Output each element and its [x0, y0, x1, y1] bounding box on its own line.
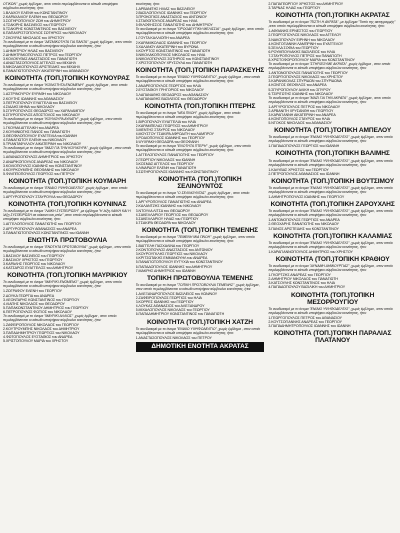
- candidate-entry: 2.ΚΑΛΑΝΤΖΗΣ ΙΩΑΝΝΗΣ του ΝΙΚΟΛΑΟΥ: [135, 204, 202, 209]
- candidate-entry: 4.ΚΟΥΡΚΟΥΜΠΗΣ ΘΕΟΦΑΝΗΣ του ΝΙΚΟΛΑΟΥ: [3, 167, 80, 172]
- ticket-intro: Το συνδυασμό με το όνομα "ΜΑΥΡΙΚΙ ΕΝΩΜΕΝΟ" ,χωρίς έμβλημα , στον οποίο περιλαμβάνονται οι κάτωθι υποψήφιοι σύμβουλοι κοινότητας, ήτοι:: [3, 280, 122, 289]
- candidate-entry: 5.ΦΙΛΟΦΗΣΣΟΣ ΠΑΝΑΓΙΩΤΗΣ του ΔΗΜΗΤΡΙΟΥ: [135, 23, 213, 28]
- community-heading: ΚΟΙΝΟΤΗΤΑ (ΤΟΠ.)ΤΟΠΙΚΗ ΠΑΡΑΣΚΕΥΗΣ: [135, 67, 265, 75]
- ticket-intro: κοινότητας, ήτοι:: [135, 2, 160, 6]
- candidate-entry: 3.ΛΕΟΝΤΑΡΗΣ ΚΩΝΣΤΑΝΤΙΝΟΣ του ΓΕΩΡΓΙΟΥ: [3, 297, 80, 302]
- candidate-entry: 4.ΚΟΝΤΟΠΟΥΛΟΣ ΣΤΑΥΡΟΣ του ΗΛΙΑ: [268, 116, 330, 121]
- candidate-entry: 6.ΠΑΠΑΔΟΠΟΥΛΟΣ ΙΩΑΝΝΗΣ του ΔΗΜΗΤΡΙΟΥ: [135, 264, 213, 269]
- candidate-entry: 2.ΠΑΠΑΓΕΩΡΓΙΟΥ ΧΡΗΣΤΟΣ του ΔΗΜΗΤΡΙΟΥ: [268, 2, 344, 6]
- candidate-entry: 1.ΑΡΒΑΝΙΤΗΣ ΗΛΙΑΣ του ΒΑΣΙΛΕΙΟΥ: [135, 7, 196, 11]
- candidate-entry: 2.ΚΟΝΤΟΠΟΥΛΟΣ ΑΝΑΣΤΑΣΙΟΣ του ΑΝΤΩΝΙΟΥ: [135, 248, 213, 253]
- candidate-entry: 5.ΡΟΔΙΟΠΟΥΛΟΣ ΙΩΑΝΝΗΣ του ΓΕΩΡΓΙΟΥ: [135, 136, 205, 141]
- candidate-entry: 5.ΤΡΙΑΝΤΑΦΥΛΛΟΥ ΑΙΚΑΤΕΡΙΝΗ του ΝΙΚΟΛΑΟΥ: [3, 142, 82, 147]
- candidate-entry: 2.ΑΡΒΑΝΙΤΗ ΧΡΥΣΑΝΘΗ του ΓΕΩΡΓΙΟΥ: [268, 108, 334, 113]
- candidate-entry: 1.ΑΛΕΞΑΝΔΡΟΠΟΥΛΟΣ ΒΑΣΙΛΕΙΟΣ του ΚΩΝ/ΝΟΥ: [135, 291, 218, 296]
- candidate-entry: 4.ΚΡΙΤΣΩΤΑΚΗΣ ΕΜΜΑΝΟΥΗΛ του ΑΝΔΡΕΑ: [135, 256, 208, 261]
- community-heading: ΚΟΙΝΟΤΗΤΑ (ΤΟΠ.)ΤΟΠΙΚΗ ΑΚΡΑΤΑΣ: [275, 12, 390, 20]
- candidate-entry: 3.ΚΟΛΟΚΥΘΑΣ ΑΝΑΣΤΑΣΙΟΣ του ΠΑΝΑΓΙΩΤΗ: [3, 56, 78, 61]
- candidate-entry: 2.ΓΕΩΡΓΙΟΥ ΝΙΚΟΛΑΟΣ του ΙΩΑΝΝΗ: [135, 157, 196, 162]
- community-heading: ΚΟΙΝΟΤΗΤΑ (ΤΟΠ.)ΤΟΠΙΚΗ ΖΑΡΟΥΧΛΗΣ: [270, 201, 395, 209]
- section-banner: ΔΗΜΟΤΙΚΗ ΕΝΟΤΗΤΑ ΑΚΡΑΤΑΣ: [136, 342, 265, 352]
- candidate-entry: 6.ΠΑΠΑΔΗΜΗΤΡΙΟΥ ΚΩΝΣΤΑΝΤΙΝΟΣ του ΠΑΝΑΓΙΩΤΗ: [135, 312, 225, 317]
- community-heading: ΚΟΙΝΟΤΗΤΑ (ΤΟΠ.)ΤΟΠΙΚΗ ΑΜΠΕΛΟΥ: [274, 127, 392, 135]
- candidate-entry: 6.ΝΙΚΟΛΟΠΟΥΛΟΣ ΣΩΤΗΡΙΟΣ του ΚΩΝΣΤΑΝΤΙΝΟΥ: [135, 56, 220, 61]
- candidate-entry: 2.ΔΗΜΗΤΡΑΚΟΠΟΥΛΟΣ ΠΕΤΡΟΣ του ΓΕΩΡΓΙΟΥ: [3, 52, 82, 57]
- candidate-entry: 1.ΓΕΩΡΓΟΠΟΥΛΟΣ ΠΕΤΡΟΣ του ΑΘΑΝΑΣΙΟΥ: [268, 315, 343, 320]
- ticket-intro: Το συνδυασμό με το όνομα "ΕΝΙΑΙΟ ΥΨΗΦΟΔΕΛΤΙΟ" ,χωρίς έμβλημα , στον οποίο περιλαμβάνονται οι κάτωθι υποψήφιοι σύμβουλοι κοινότητας, ήτοι:: [3, 186, 128, 195]
- candidate-entry: 5.ΝΤΟΚΟΣ ΝΙΚΟΛΑΟΣ του ΑΘΑΝΑΣΙΟΥ: [268, 121, 332, 126]
- candidate-entry: 3.ΠΡΟΚΟΠΙΟΣ ΑΝΑΣΤΑΣΙΟΣ του ΑΝΤΩΝΙΟΥ: [135, 15, 207, 20]
- candidate-entry: 1.ΑΡΓΥΡΟΠΟΥΛΟΣ ΠΕΤΡΟΣ του ΝΙΚΟΛΑΟΥ: [268, 104, 341, 109]
- community-heading: ΚΟΙΝΟΤΗΤΑ (ΤΟΠ.)ΤΟΠΙΚΗ ΜΑΥΡΙΚΙΟΥ: [7, 272, 128, 280]
- ticket-intro: Το συνδυασμό με το όνομα "ΕΝΙΑΙΟ ΥΨΗΦΟΔΕΛΤΙΟ" ,χωρίς έμβλημα , στον οποίο περιλαμβάνονται οι κάτωθι υποψήφιοι σύμβουλοι κοινότητας, ήτοι:: [268, 186, 393, 195]
- candidate-entry: 5.ΣΠΥΡΟΠΟΥΛΟΣ ΘΕΟΔΩΡΟΣ του ΧΑΡΑΛΑΜΠΟΥ: [3, 108, 85, 113]
- community-heading: ΚΟΙΝΟΤΗΤΑ (ΤΟΠ.)ΤΟΠΙΚΗ ΜΕΣΟΡΡΟΥΓΙΟΥ: [291, 291, 375, 306]
- candidate-entry: 4.ΛΙΝΑΡΔΟΥ ΕΛΕΝΗ του ΠΑΝΑΓΙΩΤΗ: [135, 165, 197, 170]
- candidate-entry: 1.ΔΗΜΗΤΡΟΠΟΥΛΟΣ ΙΩΑΝΝΗΣ του ΓΕΩΡΓΙΟΥ: [268, 195, 345, 200]
- candidate-entry: 3.ΤΑΡΝΑΣ ΗΛΙΑΣ του ΓΕΩΡΓΙΟΥ: [268, 6, 321, 11]
- candidate-entry: 4.ΠΑΝΑΓΙΩΤΟΥ ΕΛΕΝΗ του ΝΙΚΟΛΑΟΥ: [3, 138, 67, 143]
- candidate-entry: 4.ΣΤΑΘΟΠΟΥΛΟΣ ΑΝΔΡΕΑΣ του ΗΛΙΑ: [135, 19, 198, 24]
- candidate-entry: 6.ΡΟΥΜΠΟΥΛΑΚΗΣ ΒΑΣΙΛΕΙΟΣ του ΗΛΙΑ: [268, 49, 336, 54]
- candidate-entry: 2.ΚΑΡΑΧΑΛΙΟΥ ΕΛΕΝΗ του ΘΕΟΔΩΡΟΥ: [3, 15, 69, 20]
- candidate-entry: 3.ΚΟΡΡΕΣ ΙΩΑΝΝΗΣ του ΓΕΩΡΓΙΟΥ: [135, 300, 194, 305]
- candidate-entry: 2.ΓΕΩΡΓΟΠΟΥΛΟΣ ΝΙΚΟΛΑΟΣ του ΑΓΓΕΛΟΥ: [268, 33, 342, 38]
- candidate-entry: 1.ΑΓΓΕΛΟΠΟΥΛΟΣ ΠΑΝΑΓΙΩΤΗΣ του ΓΕΩΡΓΙΟΥ: [3, 222, 82, 227]
- candidate-entry: 1.ΑΡΓΥΡΟΠΟΥΛΟΣ ΠΑΝΑΓΙΩΤΗΣ του ΑΝΔΡΕΑ: [135, 200, 212, 205]
- community-heading: ΚΟΙΝΟΤΗΤΑ (ΤΟΠ.)ΤΟΠΙΚΗ ΠΑΡΑΛΙΑΣ ΠΛΑΤΑΝΟΥ: [274, 330, 392, 345]
- candidate-entry: 6.ΠΑΝΑΓΙΩΤΟΠΟΥΛΟΥ ΑΙΚΑΤΕΡΙΝΗ του ΑΘΑΝΑΣΙΟΥ: [3, 69, 89, 74]
- candidate-entry: 2.ΔΗΜΗΤΡΙΟΥ ΝΙΚΟΛΑΟΣ του ΠΑΝΑΓΙΩΤΗ: [268, 277, 338, 282]
- candidate-entry: 5.ΝΙΚΟΛΑΚΟΠΟΥΛΟΣ ΑΡΙΣΤΕΙΔΗΣ του ΜΙΧΑΗΛ: [3, 65, 81, 70]
- candidate-entry: 4.ΤΣΑΚΙΡΗΣ ΒΑΣΙΛΕΙΟΣ του ΓΕΩΡΓΙΟΥ: [3, 23, 67, 28]
- candidate-entry: 3.ΚΟΣΜΑΣ ΑΓΓΕΛΟΣ του ΓΕΩΡΓΙΟΥ: [135, 161, 194, 166]
- candidate-entry: 3.ΜΕΝΤΗΣ ΣΤΑΥΡΟΣ του ΝΙΚΟΛΑΟΥ: [135, 128, 196, 133]
- candidate-entry: 4.ΣΙΑΔΗΣ ΜΗΝΑ του ΝΙΚΟΛΑΟΥ: [3, 104, 55, 109]
- candidate-entry: 1.ΖΑΦΕΙΡΟΠΟΥΛΟΣ ΝΙΚΟΛΑΟΣ του ΓΕΩΡΓΙΟΥ: [3, 323, 80, 328]
- candidate-entry: 1.ΑΝΔΡΕΟΠΟΥΛΟΣ ΓΕΩΡΓΙΟΣ του ΗΛΙΑ: [135, 84, 201, 89]
- candidate-entry: 3.ΠΑΝΑΓΙΩΤΟΠΟΥΛΟΣ ΚΩΝΣΤΑΝΤΙΝΟΣ του ΙΩΑΝΝΗ: [3, 230, 90, 235]
- candidate-entry: 5.ΣΩΤΗΡΟΠΟΥΛΟΣ ΙΩΑΝΝΗΣ του ΚΩΝΣΤΑΝΤΙΝΟΥ: [135, 169, 219, 174]
- candidate-entry: 1.ΒΙΡΟΠΟΥΛΟΥ ΕΥΑΓΓΕΛΙΑ του ΗΛΙΑ: [135, 119, 197, 124]
- candidate-entry: 6.ΤΣΑΚΙΡΑ ΘΕΟΔΩΡΑ του ΝΙΚΟΛΑΟΥ: [135, 220, 196, 225]
- candidate-entry: 2.ΒΑΣΙΛΟΠΟΥΛΟΣ ΙΩΑΝΝΗΣ του ΓΕΩΡΓΙΟΥ: [135, 11, 207, 16]
- text-column: [268, 2, 397, 533]
- text-column: [3, 2, 132, 533]
- candidate-entry: 6.ΨΥΧΡΑΚΗ ΘΕΟΔΩΡΑ του ΘΕΟΦΑΝΗ: [135, 140, 199, 145]
- ticket-intro: Το συνδυασμό με το όνομα "ΤΕΜΕΝΗ ΜΙΑ ΠΝΟΗ" ,χωρίς έμβλημα , στον οποίο περιλαμβάνονται οι κάτωθι υποψήφιοι σύμβουλοι κοινότητας, ήτοι:: [135, 235, 255, 244]
- candidate-entry: 7.ΜΑΚΡΗΣ ΔΗΜΗΤΡΙΟΣ του ΙΩΑΝΝΗ: [135, 268, 196, 273]
- candidate-entry: 4.ΛΙΑΠΗΣ ΝΙΚΟΛΑΟΣ του ΘΕΟΔΩΡΟΥ: [3, 301, 65, 306]
- community-heading: ΚΟΙΝΟΤΗΤΑ (ΤΟΠ.)ΤΟΠΙΚΗ ΠΤΕΡΗΣ: [144, 102, 256, 110]
- candidate-entry: 4.ΛΑΠΑΝΑΘΗΣ ΒΑΣΙΛΕΙΟΣ του ΘΕΟΔΩΡΟΥ: [135, 96, 207, 101]
- candidate-entry: 1.ΠΑΠΑΔΟΠΟΥΛΟΣ ΓΕΩΡΓΙΟΣ του ΙΩΑΝΝΗ: [268, 144, 340, 149]
- ticket-intro: Το συνδυασμό με το όνομα "ΕΝΙΑΙΟ ΥΨΗΦΟΔΕΛΤΙΟ" ,χωρίς έμβλημα , στον οποίο περιλαμβάνονται οι κάτωθι υποψήφιοι σύμβουλοι κοινότητας, ήτοι:: [135, 75, 261, 84]
- candidate-entry: 8.ΧΡΙΣΤΟΦΟΡΟΠΟΥΛΟΥ ΜΑΡΙΑ του ΚΩΝΣΤΑΝΤΙΝΟΥ: [268, 58, 355, 63]
- candidate-entry: 1.ΚΑΡΑΓΙΑΝΝΟΠΟΥΛΟΣ ΔΗΜΗΤΡΙΟΣ του ΧΡΗΣΤΟΥ: [268, 249, 353, 254]
- ticket-intro: Το συνδυασμό με το όνομα "ΕΝΙΑΙΟ ΥΨΗΦΟΔΕΛΤΙΟ" ,χωρίς έμβλημα , στον οποίο περιλαμβάνονται οι κάτωθι υποψήφιοι σύμβουλοι κοινότητας, ήτοι:: [268, 158, 393, 167]
- community-heading: ΚΟΙΝΟΤΗΤΑ (ΤΟΠ.)ΤΟΠΙΚΗ ΚΟΥΝΙΝΑΣ: [8, 201, 127, 209]
- community-heading: ΤΟΠΙΚΗ ΠΡΩΤΟΒΟΥΛΙΑ ΤΕΜΕΝΗΣ: [146, 274, 253, 282]
- candidate-entry: 5.ΠΑΠΑΚΩΝΣΤΑΝΤΙΝΟΥ ΔΗΜΗΤΡΙΟΣ του ΓΕΩΡΓΙΟΥ: [3, 305, 89, 310]
- candidate-entry: 3.ΠΕΤΡΟΠΟΥΛΟΥ ΕΥΑΓΓΕΛΙΑ του ΒΑΣΙΛΕΙΟΥ: [3, 100, 78, 105]
- candidate-entry: 1.ΑΝΑΣΤΑΣΟΠΟΥΛΟΣ ΝΙΚΟΛΑΟΣ του ΠΕΤΡΟΥ: [135, 335, 212, 340]
- ticket-intro: Το συνδυασμό με το όνομα "Ο ΣΕΛΙΝΟΥΝΤΑΣ" ,χωρίς έμβλημα , στον οποίο περιλαμβάνονται οι κάτωθι υποψήφιοι σύμβουλοι κοινότητας, ήτοι:: [135, 191, 250, 200]
- ticket-intro: Το συνδυασμό με το όνομα "ΣΤΗΡΙΖΟΥΜΕ ΑΚΡΑΤΑ" ,χωρίς έμβλημα , στον οποίο περιλαμβάνονται οι κάτωθι υποψήφιοι σύμβουλοι κοινότητας, ήτοι:: [268, 62, 391, 71]
- candidate-entry: 3.ΚΟΛΙΟΠΟΥΛΟΣ ΙΩΑΝΝΗΣ του ΚΩΝΣΤΑΝΤΙΝΟΥ: [3, 163, 83, 168]
- candidate-entry: 5.ΦΙΛΙΠΠΟΠΟΥΛΟΣ ΓΕΩΡΓΙΟΣ του ΠΕΤΡΟΥ: [3, 171, 75, 176]
- candidate-entry: 3.ΠΑΠΑΔΗΜΗΤΡΟΠΟΥΛΟΣ ΙΩΑΝΝΗΣ του ΙΩΑΝΝΗ: [268, 324, 351, 329]
- candidate-entry: 2.ΚΑΡΑΜΙΚΟΛΑΟΣ ΙΩΑΝΝΗΣ του ΓΕΩΡΓΙΟΥ: [135, 40, 207, 45]
- ticket-intro: Το συνδυασμό με το όνομα "ΜΑΖΙ ΓΙΑ ΤΗΝ ΑΚΡΑΤΑ" ,χωρίς έμβλημα , στον οποίο περιλαμβάνονται οι κάτωθι υποψήφιοι σύμβουλοι κοινότητας, ήτοι:: [268, 95, 391, 104]
- candidate-entry: 4.ΚΟΝΤΟΓΙΑΝΝΗ ΛΑΜΠΡΙΝΗ του ΕΥΑΓΓΕΛΟΥ: [268, 41, 344, 46]
- ticket-intro: Το συνδυασμό με το όνομα "ΔΥΝΑΜΗ ΔΗΜΙΟΥΡΓΙΑΣ" ,χωρίς έμβλημα , στον οποίο περιλαμβάνονται οι κάτωθι υποψήφιοι σύμβουλοι κοινότητας, ήτοι:: [268, 264, 393, 273]
- candidate-entry: 2.ΚΑΡΑΜΠΕΛΑΣ ΓΕΩΡΓΙΟΣ του ΔΗΜΗΤΡΙΟΥ: [135, 124, 209, 128]
- candidate-entry: 3.ΚΑΡΑΝΙΚΟΛΑΣ ΣΠΥΡΙΔΩΝ του ΣΠΥΡΙΔΩΝΑ: [268, 79, 342, 84]
- candidate-entry: 4.ΑΝΑΣΤΑΣΟΠΟΥΛΟΣ ΑΓΓΕΛΟΣ του ΜΙΧΑΗΛ: [3, 60, 76, 65]
- candidate-entry: 3.ΣΩΤΗΡΟΠΟΥΛΟΥ ΖΩΗ του ΔΗΜΗΤΡΙΟΥ: [3, 19, 71, 24]
- ticket-intro: Το συνδυασμό με το όνομα "ΚΟΙΝΟΤΗΤΑ ΕΝΩΜΕΝΗ" ,χωρίς έμβλημα , στον οποίο περιλαμβάνονται οι κάτωθι υποψήφιοι σύμβουλοι κοινότητας, ήτοι:: [3, 83, 128, 92]
- candidate-entry: 2.ΘΕΟΧΑΡΗΣ ΠΑΝΑΓΙΩΤΗΣ του ΝΙΚΟΛΑΟΥ: [268, 222, 340, 227]
- candidate-entry: 1.ΖΩΓΡΑΦΟΥ ΕΛΕΝΗ του ΓΕΩΡΓΙΟΥ: [3, 289, 62, 294]
- candidate-entry: 3.ΚΑΡΑΛΗΣ ΓΕΩΡΓΙΟΣ του ΝΙΚΟΛΑΟΥ: [3, 262, 66, 267]
- community-heading: ΚΟΙΝΟΤΗΤΑ (ΤΟΠ.)ΤΟΠΙΚΗ ΣΕΛΙΝΟΥΝΤΟΣ: [158, 175, 242, 191]
- candidate-entry: 7.ΣΤΑΥΡΟΠΟΥΛΟΣ ΠΕΤΡΟΣ του ΠΑΝΑΓΙΩΤΗ: [268, 53, 342, 58]
- candidate-entry: 4.ΠΑΠΑΔΟΠΟΥΛΟΥ ΒΑΣΙΛΙΚΗ του ΔΗΜΗΤΡΙΟΥ: [268, 285, 346, 290]
- candidate-entry: 1.ΑΝΤΩΝΟΠΟΥΛΟΣ ΠΑΝΑΓΙΩΤΗΣ του ΓΕΩΡΓΙΟΥ: [268, 71, 348, 76]
- community-heading: ΚΟΙΝΟΤΗΤΑ (ΤΟΠ.)ΤΟΠΙΚΗ ΤΕΜΕΝΗΣ: [141, 226, 259, 234]
- candidate-entry: 1.ΓΚΟΥΜΑ ΑΓΓΕΛΙΚΗ του ΑΝΔΡΕΑ: [3, 125, 59, 130]
- ticket-intro: Το συνδυασμό με το όνομα "ΝΕΑ ΠΝΟΗ" ,χωρίς έμβλημα , στον οποίο περιλαμβάνονται οι κάτωθι υποψήφιοι σύμβουλοι κοινότητας, ήτοι:: [135, 110, 241, 119]
- ticket-intro: Το συνδυασμό με το όνομα "ΕΝΟΤΗΤΑ ΠΤΕΡΗ" ,χωρίς έμβλημα , στον οποίο περιλαμβάνονται οι κάτωθι υποψήφιοι σύμβουλοι κοινότητας, ήτοι:: [135, 144, 251, 153]
- ticket-intro: Το συνδυασμό με το όνομα "ΕΝΙΑΙΟ ΥΨΗΦΟΔΕΛΤΙΟ" ,χωρίς έμβλημα , στον οποίο περιλαμβάνονται οι κάτωθι υποψήφιοι σύμβουλοι κοινότητας, ήτοι:: [135, 326, 261, 335]
- candidate-entry: 1.ΑΦΘΑΝΗΣ ΕΡΝΕΣΤΟΣ του ΓΕΩΡΓΙΟΥ: [268, 29, 333, 34]
- candidate-entry: 2.ΚΟΥΤΣΟΓΙΑΝΝΗΣ ΑΝΔΡΕΑΣ του ΓΕΩΡΓΙΟΥ: [268, 320, 342, 325]
- candidate-entry: 2.ΖΑΦΕΙΡΟΠΟΥΛΟΣ ΓΕΩΡΓΙΟΣ του ΗΛΙΑ: [135, 296, 202, 301]
- candidate-entry: 1.ΑΣΤΡΙΝΟΥΡΟΥ ΕΥΡΑΦΗ του ΝΙΚΟΛΑΟΥ: [3, 92, 72, 97]
- candidate-entry: 4.ΣΑΚΕΛΛΑΡΙΟΥ ΓΕΩΡΓΙΟΣ του ΘΕΟΔΩΡΟΥ: [135, 212, 209, 217]
- candidate-entry: 2.ΑΝΔΡΙΚΟΠΟΥΛΟΣ ΑΝΔΡΕΑΣ του ΝΙΚΟΛΑΟΥ: [3, 159, 79, 164]
- ticket-intro: ΟΤΙΚΩΝ" ,χωρίς έμβλημα , στον οποίο περιλαμβάνονται οι κάτωθι υποψήφιοι σύμβουλοι κοινότητας, ήτοι:: [3, 2, 118, 10]
- candidate-entry: 3.ΠΑΠΑΔΗΜΗΤΡΙΟΥ ΓΕΩΡΓΙΟΣ του ΝΙΚΟΛΑΟΥ: [3, 331, 80, 336]
- community-heading: ΚΟΙΝΟΤΗΤΑ (ΤΟΠ.)ΤΟΠΙΚΗ ΒΑΛΙΜΗΣ: [275, 150, 390, 158]
- candidate-entry: 1.ΒΛΑΧΟΥ ΕΛΕΝΗ του ΚΩΝΣΤΑΝΤΙΝΟΥ: [3, 11, 68, 15]
- candidate-entry: 3.ΠΑΝΟΣ ΑΡΙΣΤΕΙΔΗΣ του ΚΩΝΣΤΑΝΤΙΝΟΥ: [268, 226, 339, 231]
- candidate-entry: 4.ΚΟΥΡΤΟΣ ΚΩΝΣΤΑΝΤΙΝΟΣ του ΠΑΝΑΓΙΩΤΗ: [135, 48, 211, 53]
- community-heading: ΕΝΩΤΗΤΑ ΠΡΩΤΟΒΟΥΛΙΑ: [27, 236, 108, 244]
- candidate-entry: 6.ΣΠΥΡΟΠΟΥΛΟΣ ΑΠΟΣΤΟΛΟΣ του ΝΙΚΟΛΑΟΥ: [3, 112, 81, 117]
- candidate-entry: 5.ΠΑΝΑΓΙΩΤΟΠΟΥΛΟΥ ΕΥΤΥΧΙΑ του ΚΩΝΣΤΑΝΤΙΝΟΥ: [135, 260, 223, 265]
- ticket-intro: Το συνδυασμό με το όνομα "ΜΑΖΙ ΓΙΑ ΤΗΝ ΚΟΥΝΟΥΡΑ" ,χωρίς έμβλημα , στον οποίο περιλαμβάνονται οι κάτωθι υποψήφιοι σύμβουλοι κοινότητας, ήτοι:: [3, 146, 132, 155]
- candidate-entry: 3.ΘΕΟΦΙΛΟΠΟΥΛΟΥ ΕΥΑΓΓΕΛΙΑ του ΙΩΑΝΝΗ: [3, 134, 77, 139]
- candidate-entry: 1.ΓΚΟΡΤΖΗΣ ΑΝΔΡΕΑΣ του ΓΕΩΡΓΙΟΥ: [268, 273, 331, 278]
- candidate-entry: 3.ΚΑΡΑΓΙΑΝΝΗ ΑΙΚΑΤΕΡΙΝΗ του ΑΝΔΡΕΑ: [268, 112, 336, 117]
- candidate-entry: 2.ΚΟΥΤΡΟΥΜΠΗΣ ΝΙΚΟΛΑΟΣ του ΔΗΜΗΤΡΙΟΥ: [3, 327, 80, 332]
- ticket-intro: Το συνδυασμό με το όνομα "ΕΝΙΑΙΟ ΥΨΗΦΟΔΕΛΤΙΟ" ,χωρίς έμβλημα , στον οποίο περιλαμβάνονται οι κάτωθι υποψήφιοι σύμβουλοι κοινότητας, ήτοι:: [268, 306, 393, 315]
- candidate-entry: 1.ΑΘΑΝΑΣΟΠΟΥΛΟΣ ΔΗΜΗΤΡΙΟΣ του ΧΡΗΣΤΟΥ: [3, 155, 83, 160]
- candidate-entry: 1.ΓΟΥΤΑ ΚΑΛΛΙΟΠΗ του ΑΝΔΡΕΑ: [135, 36, 190, 41]
- candidate-entry: 4.ΦΩΤΟΠΟΥΛΟΣ ΕΥΣΤΑΘΙΟΣ του ΑΝΔΡΕΑ: [3, 335, 73, 340]
- candidate-entry: 1.ΒΑΣΙΛΟΥ ΒΑΣΙΛΕΙΟΣ του ΓΕΩΡΓΙΟΥ: [3, 253, 65, 258]
- ticket-intro: Το συνδυασμό με το όνομα "ΕΝΙΑΙΟ ΥΨΗΦΟΔΕΛΤΙΟ" ,χωρίς έμβλημα , στον οποίο περιλαμβάνονται οι κάτωθι υποψήφιοι σύμβουλοι κοινότητας, ήτοι:: [268, 135, 393, 144]
- text-column: [136, 2, 265, 533]
- ticket-intro: Το συνδυασμό με το όνομα "ΕΝΙΑΙΟ ΥΨΗΦΟΔΕΛΤΙΟ" ,χωρίς έμβλημα , στον οποίο περιλαμβάνονται οι κάτωθι υποψήφιοι σύμβουλοι κοινότητας, ήτοι:: [268, 209, 393, 218]
- community-heading: ΚΟΙΝΟΤΗΤΑ (ΤΟΠ.)ΤΟΠΙΚΗ ΚΟΥΜΑΡΗ: [8, 177, 127, 185]
- candidate-entry: 1.ΑΡΓΥΡΟΠΟΥΛΟΥ ΣΤΑΥΡΟΥΛΑ του ΘΕΟΔΩΡΟΥ: [3, 195, 83, 200]
- candidate-entry: 2.ΚΟΥΝΙΝΙΩΤΗΣ ΠΑΝΟΣ του ΠΑΝΑΓΙΩΤΗ: [3, 130, 70, 135]
- community-heading: ΚΟΙΝΟΤΗΤΑ (ΤΟΠ.)ΤΟΠΙΚΗ ΒΟΥΤΣΙΜΟΥ: [271, 177, 395, 185]
- ticket-intro: Το συνδυασμό με το όνομα "ΚΟΥΝΟΥΡΑ ΔΥΝΑΤΗ" ,χωρίς έμβλημα , στον οποίο περιλαμβάνονται οι κάτωθι υποψήφιοι σύμβουλοι κοινότητας, ήτοι:: [3, 116, 122, 125]
- community-heading: ΚΟΙΝΟΤΗΤΑ (ΤΟΠ.)ΤΟΠΙΚΗ ΚΟΥΝΟΥΡΑΣ: [5, 75, 130, 83]
- candidate-entry: 6.ΤΣΙΡΙΓΩΤΗΣ ΙΩΑΝΝΗΣ του ΝΙΚΟΛΑΟΥ: [268, 91, 333, 96]
- candidate-entry: 3.ΚΑΤΣΟΥΛΗΣ ΚΩΝΣΤΑΝΤΙΝΟΣ του ΗΛΙΑ: [268, 281, 335, 286]
- candidate-entry: 3.ΧΑΛΑΝΟΥ ΑΙΚΑΤΕΡΙΝΗ του ΒΥΡΩΝΑ: [135, 44, 199, 49]
- ticket-intro: Το συνδυασμό με το όνομα "ΔΕΣΜΙΚΟΤΗΤΑ ΓΙΑ ΠΑΝΤΑ" ,χωρίς έμβλημα , στον οποίο περιλαμβάνονται οι κάτωθι υποψήφιοι σύμβουλοι κοινότητας, ήτοι:: [3, 39, 132, 48]
- candidate-entry: 3.ΝΑΚΟΠΟΥΛΟΥ ΕΙΡΗΝΗ του ΝΙΚΟΛΑΟΥ: [268, 37, 335, 42]
- candidate-entry: 3.ΝΤΟΥΛΑ ΛΙΤΣΑ του ΘΕΟΔΩΡΟΥ: [135, 208, 191, 213]
- community-heading: ΚΟΙΝΟΤΗΤΑ (ΤΟΠ.)ΤΟΠΙΚΗ ΚΡΑΘΙΟΥ: [275, 255, 390, 263]
- candidate-entry: 2.ΕΥΣΤΑΘΙΟΥ ΓΡΗΓΟΡΙΟΣ του ΝΙΚΟΛΑΟΥ: [135, 88, 204, 93]
- candidate-entry: 2.ΠΕΤΡΟΠΟΥΛΟΣ ΑΘΑΝΑΣΙΟΣ του ΙΩΑΝΝΗ: [268, 171, 340, 176]
- candidate-entry: 4.ΚΑΤΣΑΡΟΣ ΕΥΑΓΓΕΛΟΣ του ΔΗΜΗΤΡΙΟΥ: [3, 266, 74, 271]
- candidate-entry: 5.ΣΠΥΡΟΠΟΥΛΟΥ ΑΛΙΚΗ του ΣΠΥΡΟΥ: [268, 87, 331, 92]
- candidate-entry: 2.ΚΟΥΤΗΣ ΙΩΑΝΝΗΣ του ΑΘΑΝΑΣΙΟΥ: [3, 96, 64, 101]
- candidate-entry: 2.ΓΕΩΡΓΙΟΠΟΥΛΟΣ ΝΙΚΟΛΑΟΣ του ΧΡΗΣΤΟΥ: [268, 75, 343, 80]
- candidate-entry: 5.ΧΡΙΣΤΟΠΟΥΛΟΥ ΜΑΡΙΑ του ΧΡΗΣΤΟΥ: [3, 339, 69, 344]
- candidate-entry: 3.ΛΑΠΑΝΑΘΗΣ ΘΕΟΔΩΡΟΣ του ΑΘΑΝΑΣΙΟΥ: [135, 92, 209, 97]
- candidate-entry: 1.ΚΑΛΥΒΑΣ ΧΡΗΣΤΟΣ του ΓΕΩΡΓΙΟΥ: [268, 167, 329, 172]
- candidate-entry: 4.ΛΟΥΚΑΣ ΑΘΑΝΑΣΙΟΣ του ΑΛΕΞΑΝΔΡΟΥ: [135, 304, 205, 309]
- candidate-entry: 5.ΜΙΧΑΛΟΠΟΥΛΟΣ ΝΙΚΟΛΑΟΣ του ΓΕΩΡΓΙΟΥ: [135, 308, 210, 313]
- ticket-intro: Το συνδυασμό με το όνομα "ΛΑΙΚΗ ΣΥΣΠΕΙΡΩΣΗ" ,με έμβλημα "Η λέξη ΛΑΙΚΗ ΚΑΙ Η λέξη ΣΥΣΠΕΙΡΩΣΗ σε κόκκινο και μπλε" ,στον οποίο περιλαμβάνονται οι κάτωθι υποψήφιοι σύμβουλοι κοινότητας, ήτοι:: [3, 209, 131, 222]
- candidate-entry: 7.ΧΡΙΣΤΟΠΟΥΛΟΥ ΧΡΥΣΟΥΛΑ του ΠΑΝΑΓΙΩΤΗ: [135, 61, 213, 66]
- candidate-entry: 4.ΚΟΝΤΟΣ ΘΕΟΦΙΛΟΣ του ΑΝΔΡΕΑ: [268, 83, 327, 88]
- candidate-entry: 1.ΒΑΓΓΕΛΗ ΠΑΣΧΑΛΙΝΑ του ΓΕΩΡΓΙΟΥ: [135, 244, 200, 249]
- candidate-entry: 5.ΣΑΚΕΛΛΑΡΙΟΥ ΗΛΙΑΣ του ΓΕΩΡΓΙΟΥ: [135, 216, 199, 221]
- candidate-entry: 4.ΜΟΥΣΤΟΥ ΤΣΑΚΙΡΑ ΑΦΡΟΔΙΤΗ του ΛΑΜΠΡΟΥ: [135, 132, 214, 137]
- ticket-intro: Το συνδυασμό με το όνομα "ΕΝΙΑΙΟ ΥΨΗΦΟΔΕΛΤΙΟ" ,χωρίς έμβλημα , στον οποίο περιλαμβάνονται οι κάτωθι υποψήφιοι σύμβουλοι κοινότητας, ήτοι:: [268, 240, 393, 249]
- candidate-entry: 3.ΚΟΥΡΟΥΓΚΛΗΣ ΓΕΩΡΓΙΟΣ του ΝΙΚΟΛΑΟΥ: [135, 252, 208, 257]
- candidate-entry: 2.ΑΡΓΥΡΟΠΟΥΛΟΥ ΑΘΑΝΑΣΙΟΣ του ΑΝΔΡΕΑ: [3, 226, 77, 231]
- ticket-intro: Το συνδυασμό με το όνομα "ΕΝΩΤΗΤΑ ΠΡΩΤΟΒΟΥΛΙΑ" ,χωρίς έμβλημα , στον οποίο περιλαμβάνονται οι κάτωθι υποψήφιοι σύμβουλοι κοινότητας, ήτοι:: [3, 244, 131, 253]
- candidate-entry: 1.ΔΗΜΗΤΡΙΟΥ ΗΛΙΑΣ του ΒΑΣΙΛΕΙΟΥ: [3, 48, 64, 53]
- candidate-entry: 7.ΣΚΟΥΡΑΣ ΝΙΚΟΛΑΟΣ του ΧΡΗΣΤΟΥ: [3, 35, 65, 40]
- community-heading: ΚΟΙΝΟΤΗΤΑ (ΤΟΠ.)ΤΟΠΙΚΗ ΚΑΛΑΜΙΑΣ: [273, 232, 393, 240]
- ticket-intro: Το συνδυασμό με το όνομα "ΠΡΟΟΔΕΥΤΙΚΗ ΜΕΛΙΣΣΙΑ" ,χωρίς έμβλημα , στον οποίο περιλαμβάνονται οι κάτωθι υποψήφιοι σύμβουλοι κοινότητας, ήτοι:: [135, 27, 264, 36]
- ticket-intro: Το συνδυασμό με το όνομα "ΠΙΣΤΗ Η ΑΚΡΑΤΑ" ,με έμβλημα "Τοπίο της ακτογραμμής" ,στον οποίο περιλαμβάνονται οι κάτωθι υποψήφιοι σύμβουλοι κοινότητας, ήτοι:: [268, 20, 396, 29]
- candidate-entry: 1.ΑΓΓΕΛΟΠΟΥΛΟΣ ΠΑΝΑΓΙΩΤΗΣ του ΓΕΩΡΓΙΟΥ: [135, 153, 214, 158]
- candidate-entry: 2.ΔΟΥΚΑ ΓΕΩΡΓΙΑ του ΑΝΔΡΕΑ: [3, 293, 55, 298]
- candidate-entry: 1.ΑΝΤΩΝΟΠΟΥΛΟΣ ΓΕΩΡΓΙΟΣ του ΑΝΔΡΕΑ: [268, 218, 340, 223]
- ticket-intro: Το συνδυασμό με το όνομα "ΤΟΠΙΚΗ ΠΡΩΤΟΒΟΥΛΙΑ ΤΕΜΕΝΗΣ" ,χωρίς έμβλημα , στον οποίο περιλαμβάνονται οι κάτωθι υποψήφιοι σύμβουλοι κοινότητας, ήτοι:: [135, 282, 261, 291]
- candidate-entry: 5.ΝΙΚΟΛΑΚΟΠΟΥΛΟΣ ΝΙΚΟΛΑΟΣ του ΗΛΙΑ: [135, 52, 206, 57]
- candidate-entry: 6.ΠΑΠΑΧΡΙΣΤΟΠΟΥΛΟΣ ΣΩΤΗΡΙΟΣ του ΝΙΚΟΛΑΟΥ: [3, 31, 87, 36]
- community-heading: ΚΟΙΝΟΤΗΤΑ (ΤΟΠ.)ΤΟΠΙΚΗ ΧΑΤΖΗ: [147, 318, 253, 326]
- candidate-entry: 6.ΠΕΤΡΟΠΟΥΛΟΣ ΦΩΤΙΟΣ του ΝΙΚΟΛΑΟΥ: [3, 309, 72, 314]
- candidate-entry: 5.ΣΕΛΛΑ ΣΟΦΙΑ του ΓΕΩΡΓΙΟΥ: [268, 45, 319, 50]
- candidate-entry: 2.ΒΑΣΙΛΟΥ ΧΡΗΣΤΟΣ του ΓΕΩΡΓΙΟΥ: [3, 258, 63, 262]
- ticket-intro: Το συνδυασμό με το όνομα "ΜΑΥΡΙΚΙ ΑΛΛΙΩΣ" ,χωρίς έμβλημα , στον οποίο περιλαμβάνονται οι κάτωθι υποψήφιοι σύμβουλοι κοινότητας, ήτοι:: [3, 314, 117, 323]
- candidate-entry: 5.ΤΣΑΚΙΡΗΣ ΚΩΝΣΤΑΝΤΙΝΟΣ του ΒΑΣΙΛΕΙΟΥ: [3, 27, 77, 32]
